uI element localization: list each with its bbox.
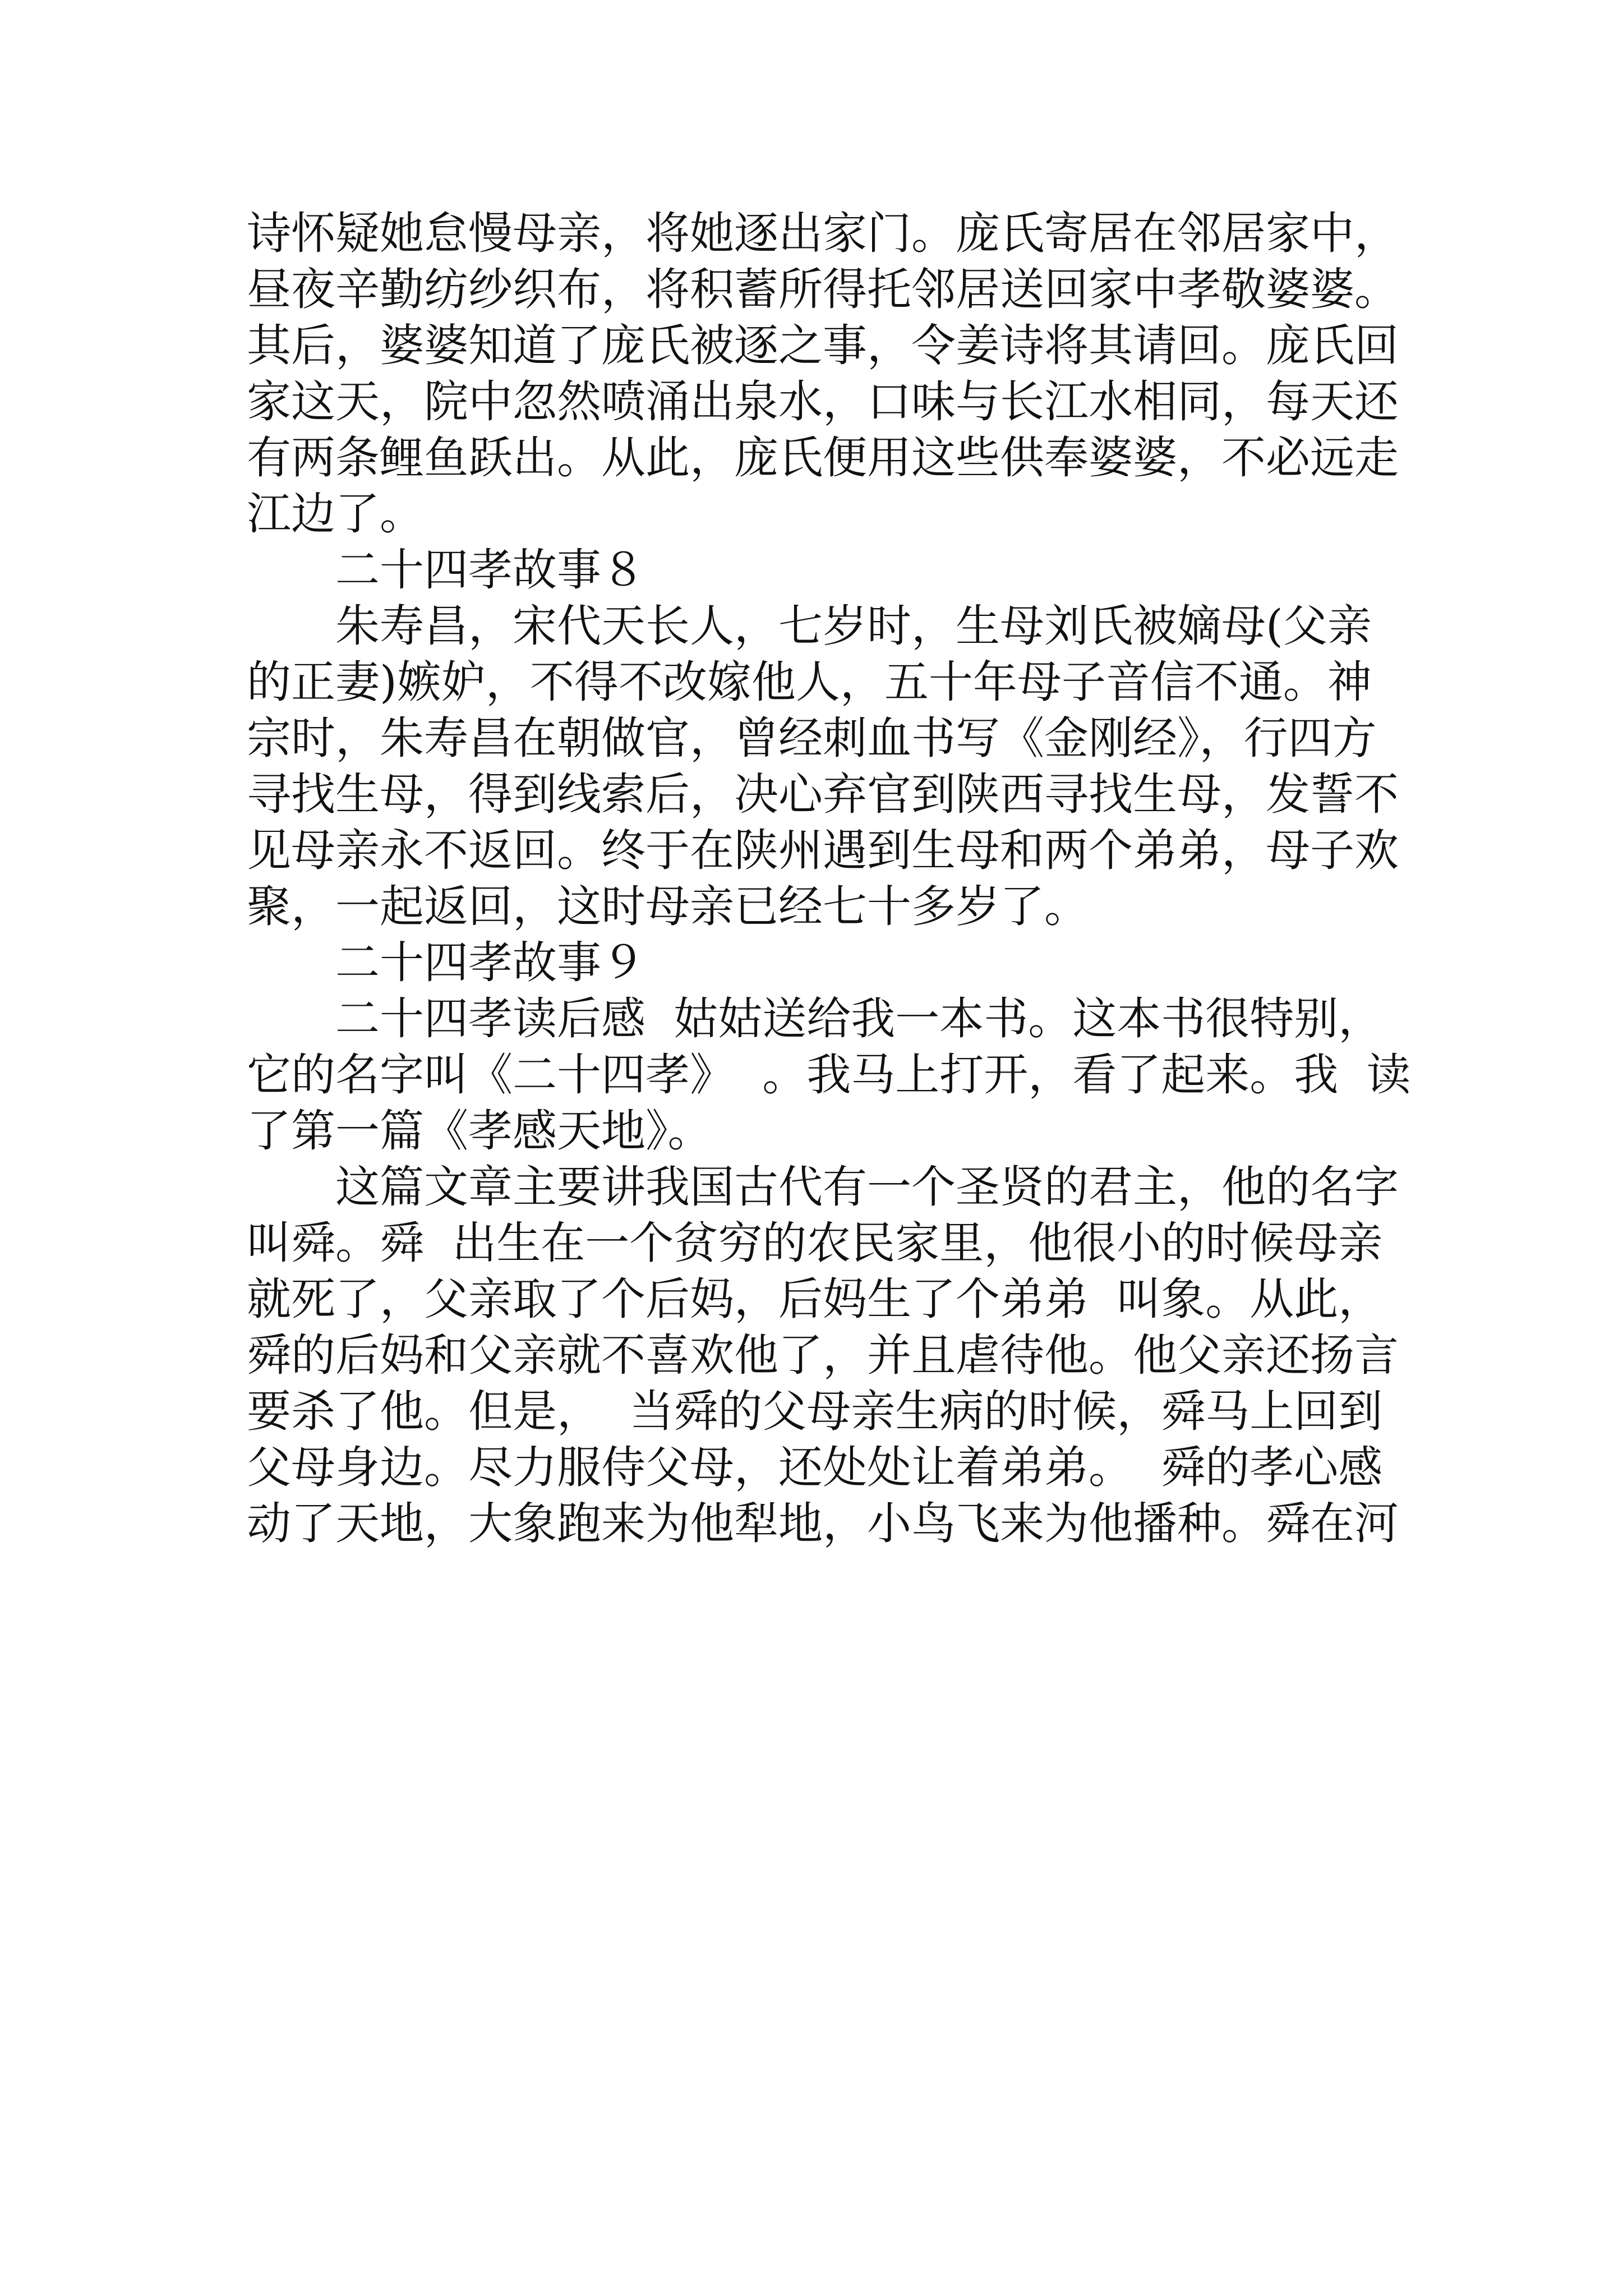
text-line-18: 这篇文章主要讲我国古代有一个圣贤的君主，他的名字 [335, 1161, 1399, 1213]
text-line-24: 动了天地，大象跑来为他犁地，小鸟飞来为他播种。舜在河 [247, 1498, 1399, 1549]
text-line-22: 要杀了他。但是， 当舜的父母亲生病的时候，舜马上回到 [247, 1386, 1383, 1437]
text-line-16: 它的名字叫《二十四孝》 。我马上打开，看了起来。我 读 [247, 1049, 1411, 1101]
text-line-2: 昼夜辛勤纺纱织布，将积蓄所得托邻居送回家中孝敬婆婆。 [247, 264, 1399, 315]
section-heading-9: 二十四孝故事９ [335, 937, 645, 988]
text-line-10: 宗时，朱寿昌在朝做官，曾经刺血书写《金刚经》，行四方 [247, 712, 1377, 764]
text-line-20: 就死了，父亲取了个后妈，后妈生了个弟弟 叫象。从此， [247, 1273, 1383, 1325]
text-line-11: 寻找生母，得到线索后，决心弃官到陕西寻找生母，发誓不 [247, 769, 1399, 820]
text-line-13: 聚，一起返回，这时母亲已经七十多岁了。 [247, 881, 1089, 932]
text-line-15: 二十四孝读后感 姑姑送给我一本书。这本书很特别， [335, 993, 1383, 1045]
text-line-17: 了第一篇《孝感天地》。 [247, 1105, 712, 1157]
section-heading-8: 二十四孝故事８ [335, 544, 645, 596]
text-line-19: 叫舜。舜 出生在一个贫穷的农民家里，他很小的时候母亲 [247, 1217, 1383, 1269]
text-line-12: 见母亲永不返回。终于在陕州遇到生母和两个弟弟，母子欢 [247, 825, 1399, 876]
text-line-21: 舜的后妈和父亲就不喜欢他了，并且虐待他。他父亲还扬言 [247, 1329, 1399, 1381]
text-line-3: 其后，婆婆知道了庞氏被逐之事，令姜诗将其请回。庞氏回 [247, 320, 1399, 371]
text-line-6: 江边了。 [247, 488, 424, 540]
text-line-4: 家这天，院中忽然喷涌出泉水，口味与长江水相同，每天还 [247, 376, 1399, 427]
text-line-5: 有两条鲤鱼跃出。从此，庞氏便用这些供奉婆婆，不必远走 [247, 432, 1399, 484]
text-line-9: 的正妻)嫉妒，不得不改嫁他人，五十年母子音信不通。神 [247, 656, 1372, 708]
text-line-23: 父母身边。尽力服侍父母，还处处让着弟弟。 舜的孝心感 [247, 1442, 1383, 1493]
text-line-1: 诗怀疑她怠慢母亲，将她逐出家门。庞氏寄居在邻居家中， [247, 208, 1399, 259]
text-line-8: 朱寿昌，宋代天长人，七岁时，生母刘氏被嫡母(父亲 [335, 600, 1372, 652]
